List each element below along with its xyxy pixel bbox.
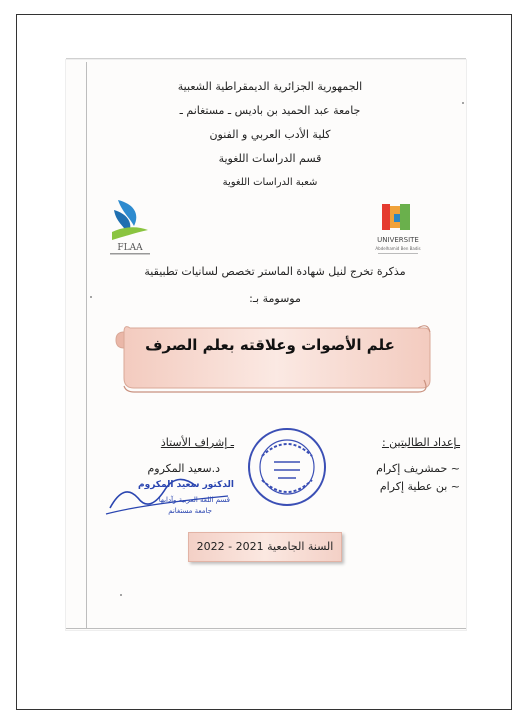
- memo-description: مذكرة تخرج لنيل شهادة الماستر تخصص لسانيات تطبيقية: [144, 265, 406, 278]
- signature-line-1: الدكتور سعيد المكروم: [138, 480, 234, 490]
- scan-speck: [90, 296, 92, 298]
- faculty-logo: [104, 196, 156, 258]
- scan-speck: [462, 102, 464, 104]
- university-logo: [368, 200, 428, 264]
- supervisor-name: د.سعيد المكروم: [147, 462, 220, 475]
- titled-label: موسومة بـ:: [249, 292, 301, 305]
- faculty-name: كلية الأدب العربي و الفنون: [209, 128, 331, 141]
- department-name: قسم الدراسات اللغوية: [218, 152, 322, 165]
- student-name-2: ~ بن عطية إكرام: [379, 480, 460, 493]
- university-logo-text: UNIVERSITE: [377, 236, 419, 244]
- university-logo-sub: Abdelhamid Ben Badis: [375, 246, 421, 251]
- scan-edge-top: [66, 58, 466, 59]
- scan-edge-left: [86, 62, 87, 628]
- memo-title: علم الأصوات وعلاقته بعلم الصرف: [145, 336, 395, 354]
- signature-line-2: قسم اللغة العربية وآدابها: [158, 496, 230, 504]
- republic-name: الجمهورية الجزائرية الديمقراطية الشعبية: [177, 80, 363, 93]
- faculty-logo-text: FLAA: [117, 243, 143, 253]
- university-stamp: [246, 426, 328, 508]
- supervisor-heading: ـ إشراف الأستاذ: [160, 436, 234, 449]
- supervisor-signature: [104, 474, 234, 528]
- students-heading: ـإعداد الطالبتين :: [381, 436, 460, 449]
- title-scroll-banner: [112, 320, 432, 396]
- academic-year: السنة الجامعية 2021 - 2022: [188, 532, 342, 562]
- scan-edge-bottom: [66, 628, 466, 629]
- signature-line-3: جامعة مستغانم: [168, 507, 212, 515]
- scan-speck: [120, 594, 122, 596]
- branch-name: شعبة الدراسات اللغوية: [222, 177, 318, 188]
- university-name: جامعة عبد الحميد بن باديس ـ مستغانم ـ: [179, 104, 361, 117]
- student-name-1: ~ حمشريف إكرام: [376, 462, 460, 475]
